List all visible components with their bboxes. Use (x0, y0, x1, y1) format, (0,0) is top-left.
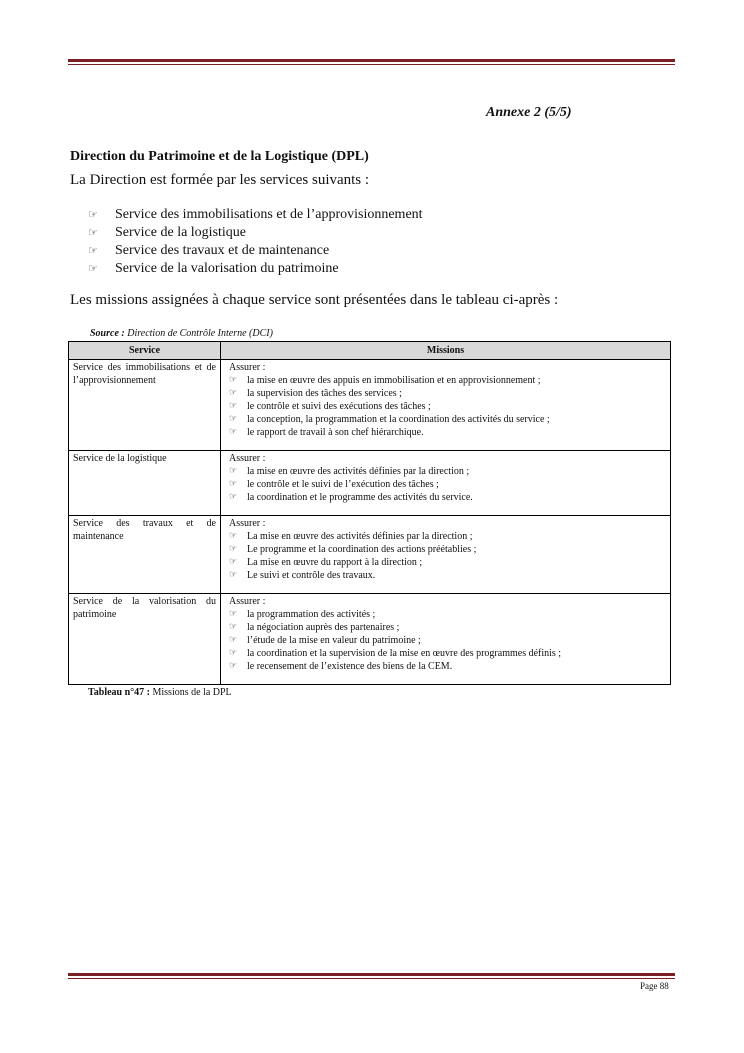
list-item (229, 660, 666, 673)
list-item (229, 530, 666, 543)
service-cell: Service de la valorisation du patrimoine (69, 594, 221, 685)
list-item (229, 374, 666, 387)
list-item (88, 224, 423, 242)
missions-cell (221, 360, 671, 451)
mission-text: Le programme et la coordination des actions préétablies ; (247, 544, 477, 555)
service-cell: Service des immobilisations et de l’approvisionnement (69, 360, 221, 451)
section-title: Direction du Patrimoine et de la Logistique (DPL) (70, 149, 369, 164)
missions-intro: Les missions assignées à chaque service sont présentées dans le tableau ci-après : (70, 292, 559, 308)
list-item (88, 260, 423, 278)
list-item (88, 206, 423, 224)
mission-list (229, 374, 666, 439)
mission-text: le contrôle et suivi des exécutions des tâches ; (247, 401, 431, 412)
service-cell: Service des travaux et de maintenance (69, 516, 221, 594)
mission-text: La mise en œuvre des activités définies par la direction ; (247, 531, 473, 542)
missions-lead: Assurer : (229, 362, 266, 373)
list-item (229, 608, 666, 621)
list-item (229, 569, 666, 582)
header-rule (68, 59, 675, 65)
mission-text: le contrôle et le suivi de l’exécution des tâches ; (247, 479, 439, 490)
pointing-hand-icon: ☞ (229, 648, 238, 658)
missions-cell (221, 451, 671, 516)
annex-label: Annexe 2 (5/5) (486, 105, 572, 120)
table-row (69, 594, 671, 685)
source-label: Source : (90, 328, 125, 339)
list-item (229, 621, 666, 634)
section-intro: La Direction est formée par les services suivants : (70, 172, 370, 188)
mission-text: le rapport de travail à son chef hiérarchique. (247, 427, 424, 438)
mission-text: la conception, la programmation et la coordination des activités du service ; (247, 414, 550, 425)
table-row (69, 360, 671, 451)
pointing-hand-icon: ☞ (229, 388, 238, 398)
pointing-hand-icon: ☞ (229, 466, 238, 476)
mission-text: la supervision des tâches des services ; (247, 388, 402, 399)
list-item (229, 465, 666, 478)
list-item (229, 543, 666, 556)
pointing-hand-icon: ☞ (229, 544, 238, 554)
pointing-hand-icon: ☞ (88, 244, 98, 257)
pointing-hand-icon: ☞ (88, 262, 98, 275)
mission-list (229, 608, 666, 673)
mission-text: la coordination et la supervision de la mise en œuvre des programmes définis ; (247, 648, 562, 659)
mission-list (229, 530, 666, 582)
list-item (229, 647, 666, 660)
table-header-row (69, 342, 671, 360)
mission-text: la négociation auprès des partenaires ; (247, 622, 400, 633)
list-item (229, 634, 666, 647)
table-row (69, 516, 671, 594)
pointing-hand-icon: ☞ (229, 635, 238, 645)
table-caption (88, 687, 232, 698)
missions-table (68, 341, 671, 685)
service-list (88, 206, 423, 278)
mission-text: la mise en œuvre des activités définies par la direction ; (247, 466, 470, 477)
missions-lead: Assurer : (229, 596, 266, 607)
page-number: Page 88 (640, 981, 669, 991)
mission-text: la coordination et le programme des activités du service. (247, 492, 473, 503)
pointing-hand-icon: ☞ (229, 570, 238, 580)
pointing-hand-icon: ☞ (229, 492, 238, 502)
list-item (229, 491, 666, 504)
pointing-hand-icon: ☞ (229, 414, 238, 424)
service-item-label: Service de la logistique (115, 225, 247, 240)
pointing-hand-icon: ☞ (88, 208, 98, 221)
pointing-hand-icon: ☞ (229, 375, 238, 385)
missions-cell (221, 516, 671, 594)
list-item (229, 556, 666, 569)
pointing-hand-icon: ☞ (229, 609, 238, 619)
table-source (90, 328, 273, 339)
pointing-hand-icon: ☞ (229, 427, 238, 437)
mission-text: La mise en œuvre du rapport à la direction ; (247, 557, 423, 568)
list-item (229, 400, 666, 413)
source-text: Direction de Contrôle Interne (DCI) (124, 328, 273, 339)
service-item-label: Service de la valorisation du patrimoine (115, 261, 339, 276)
missions-cell (221, 594, 671, 685)
mission-text: la programmation des activités ; (247, 609, 376, 620)
pointing-hand-icon: ☞ (88, 226, 98, 239)
mission-text: le recensement de l’existence des biens de la CEM. (247, 661, 453, 672)
caption-label: Tableau n°47 : (88, 687, 150, 698)
missions-lead: Assurer : (229, 518, 266, 529)
service-cell: Service de la logistique (69, 451, 221, 516)
mission-text: la mise en œuvre des appuis en immobilisation et en approvisionnement ; (247, 375, 541, 386)
table-row (69, 451, 671, 516)
column-header-missions: Missions (221, 342, 671, 360)
pointing-hand-icon: ☞ (229, 622, 238, 632)
pointing-hand-icon: ☞ (229, 661, 238, 671)
mission-text: Le suivi et contrôle des travaux. (247, 570, 376, 581)
missions-lead: Assurer : (229, 453, 266, 464)
footer-rule (68, 973, 675, 979)
service-item-label: Service des travaux et de maintenance (115, 243, 330, 258)
list-item (229, 413, 666, 426)
pointing-hand-icon: ☞ (229, 557, 238, 567)
service-item-label: Service des immobilisations et de l’approvisionnement (115, 207, 423, 222)
column-header-service: Service (69, 342, 221, 360)
pointing-hand-icon: ☞ (229, 531, 238, 541)
list-item (88, 242, 423, 260)
list-item (229, 387, 666, 400)
list-item (229, 426, 666, 439)
caption-text: Missions de la DPL (149, 687, 232, 698)
mission-list (229, 465, 666, 504)
list-item (229, 478, 666, 491)
pointing-hand-icon: ☞ (229, 479, 238, 489)
pointing-hand-icon: ☞ (229, 401, 238, 411)
mission-text: l’étude de la mise en valeur du patrimoine ; (247, 635, 421, 646)
